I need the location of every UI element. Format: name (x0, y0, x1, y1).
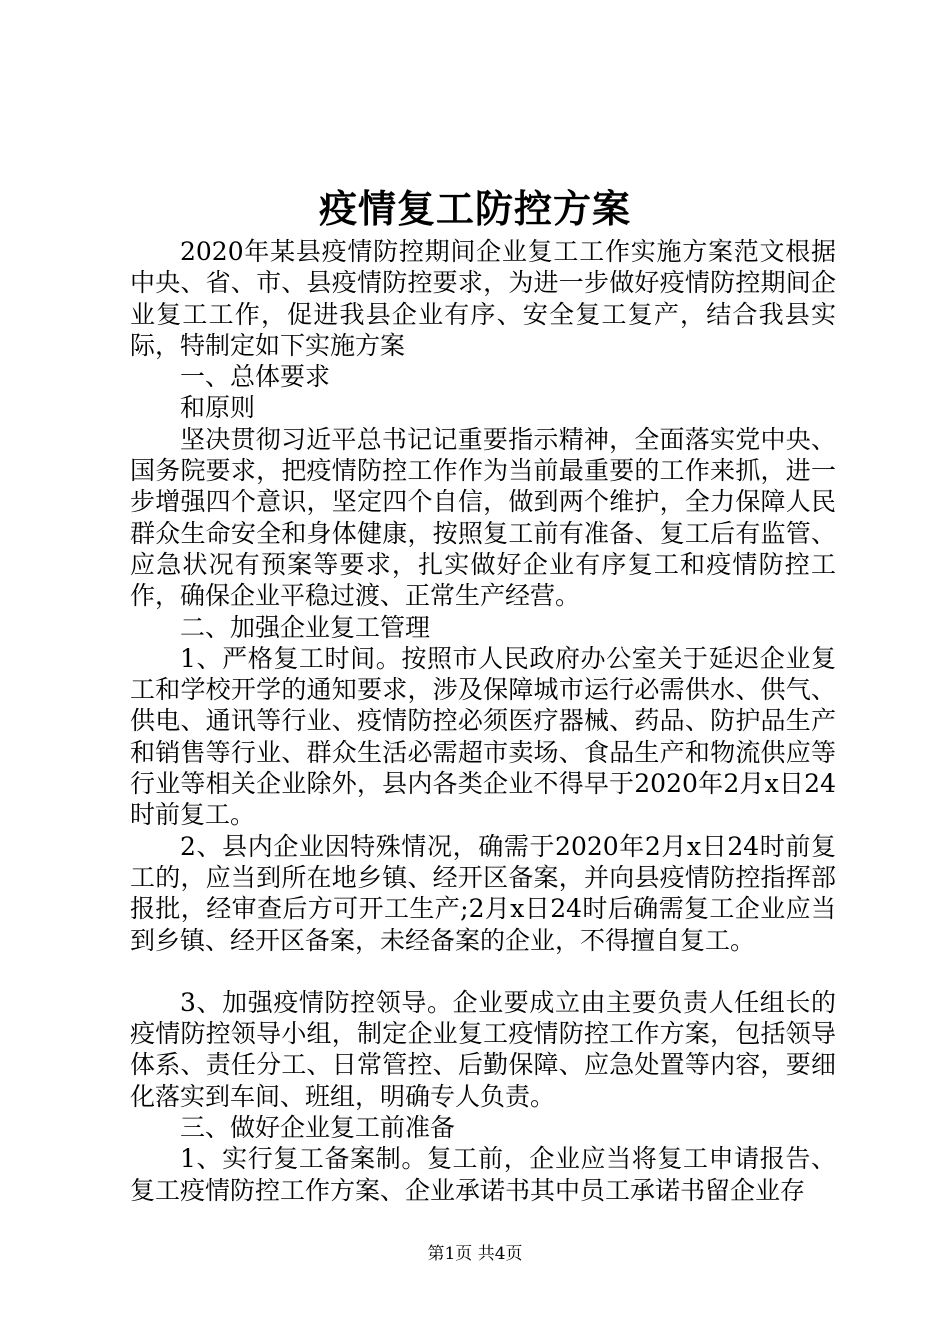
section-heading-1-continued: 和原则 (180, 393, 256, 423)
item-paragraph-3-1: 1、实行复工备案制。复工前，企业应当将复工申请报告、复工疫情防控工作方案、企业承诺书其中员工承诺书留企业存 (130, 1144, 836, 1205)
item-paragraph-2-1: 1、严格复工时间。按照市人民政府办公室关于延迟企业复工和学校开学的通知要求，涉及保障城市运行必需供水、供气、供电、通讯等行业、疫情防控必须医疗器械、药品、防护品生产和销售等行业、群众生活必需超市卖场、食品生产和物流供应等行业等相关企业除外，县内各类企业不得早于2020年2月x日24时前复工。 (130, 643, 836, 830)
section-heading-3: 三、做好企业复工前准备 (180, 1113, 456, 1143)
intro-paragraph: 2020年某县疫情防控期间企业复工工作实施方案范文根据中央、省、市、县疫情防控要求，为进一步做好疫情防控期间企业复工工作，促进我县企业有序、安全复工复产，结合我县实际，特制定如下实施方案 (130, 237, 836, 360)
item-paragraph-2-2: 2、县内企业因特殊情况，确需于2020年2月x日24时前复工的，应当到所在地乡镇、经开区备案，并向县疫情防控指挥部报批，经审查后方可开工生产;2月x日24时后确需复工企业应当到乡镇、经开区备案，未经备案的企业，不得擅自复工。 (130, 831, 836, 955)
page-footer: 第1页 共4页 (427, 1244, 523, 1264)
principles-paragraph: 坚决贯彻习近平总书记记重要指示精神，全面落实党中央、国务院要求，把疫情防控工作作为当前最重要的工作来抓，进一步增强四个意识，坚定四个自信，做到两个维护，全力保障人民群众生命安全和身体健康，按照复工前有准备、复工后有监管、应急状况有预案等要求，扎实做好企业有序复工和疫情防控工作，确保企业平稳过渡、正常生产经营。 (130, 424, 836, 611)
document-title: 疫情复工防控方案 (318, 186, 631, 231)
document-body (130, 236, 836, 1206)
item-paragraph-2-3: 3、加强疫情防控领导。企业要成立由主要负责人任组长的疫情防控领导小组，制定企业复工疫情防控工作方案，包括领导体系、责任分工、日常管控、后勤保障、应急处置等内容，要细化落实到车间、班组，明确专人负责。 (130, 987, 836, 1111)
section-heading-2: 二、加强企业复工管理 (180, 612, 431, 642)
section-heading-1: 一、总体要求 (180, 362, 331, 392)
